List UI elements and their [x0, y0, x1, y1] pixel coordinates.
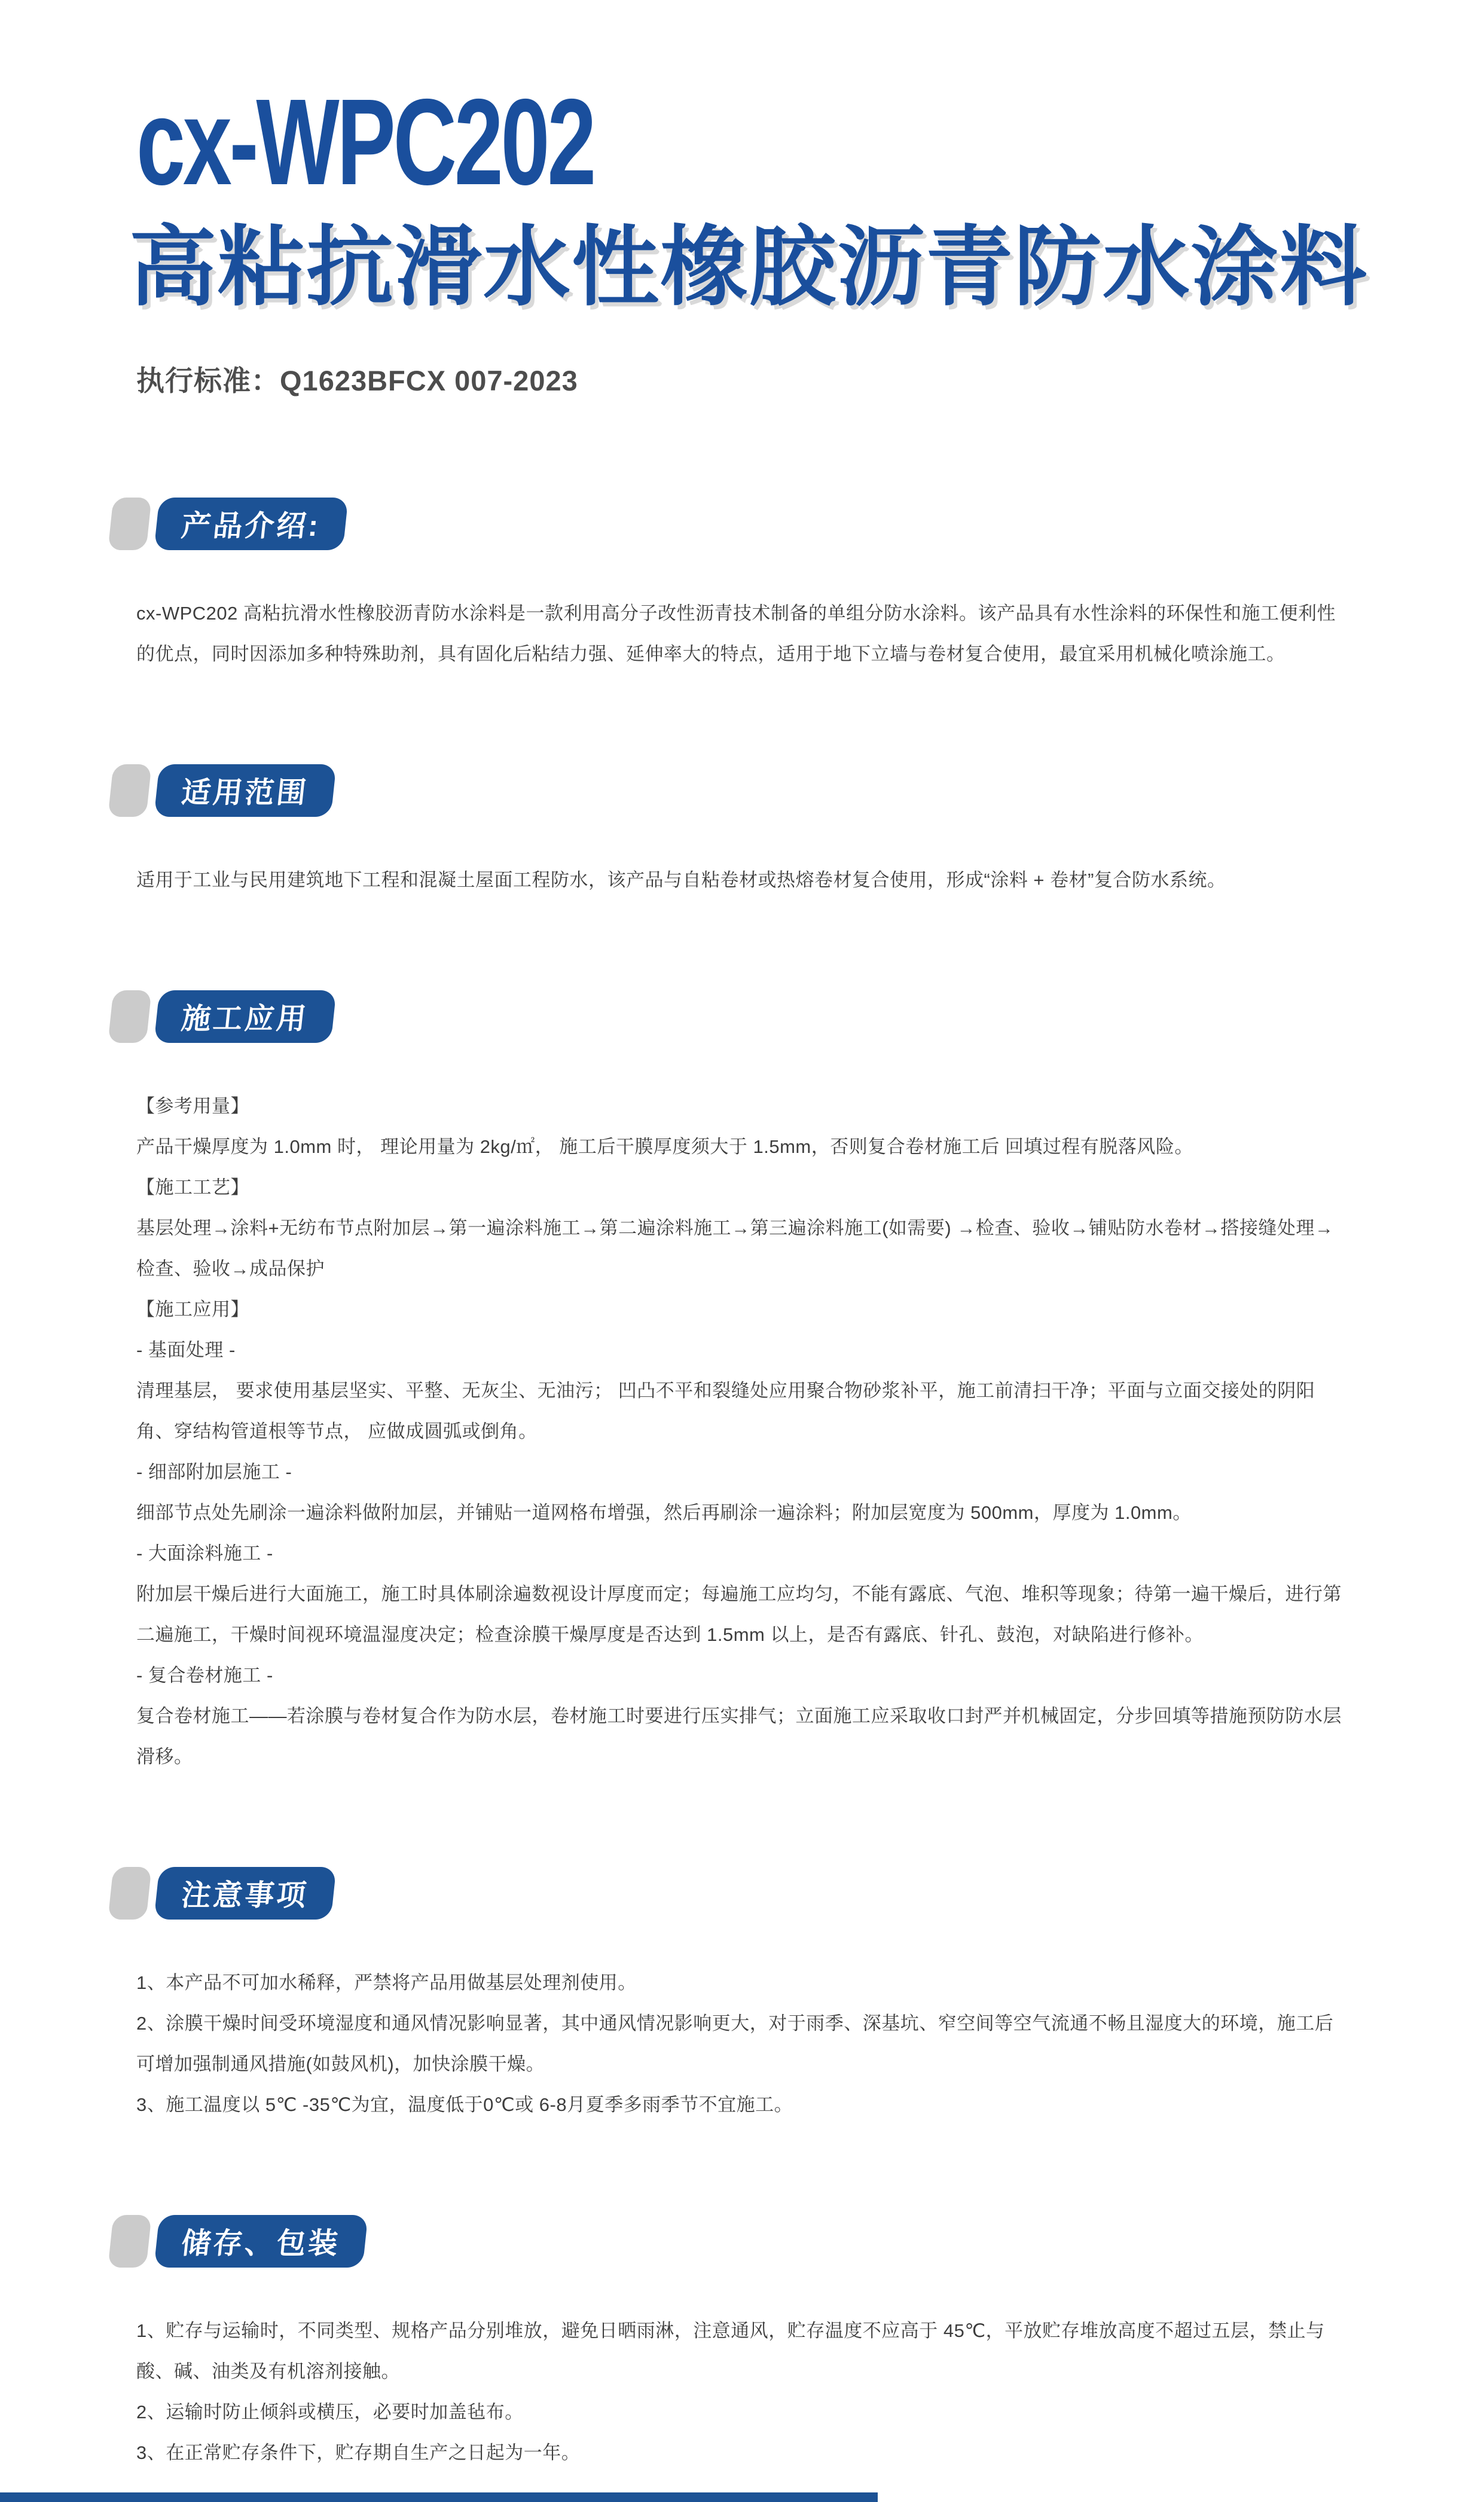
- paragraph: 适用于工业与民用建筑地下工程和混凝土屋面工程防水，该产品与自粘卷材或热熔卷材复合使用，形成“涂料 + 卷材”复合防水系统。: [136, 869, 1226, 891]
- footer-accent-bar: [0, 2492, 878, 2502]
- paragraph: 【参考用量】: [136, 1096, 249, 1117]
- section-body: [136, 1086, 1351, 1777]
- paragraph: - 复合卷材施工 -: [136, 1665, 273, 1686]
- list-item: 1、贮存与运输时，不同类型、规格产品分别堆放，避免日晒雨淋，注意通风，贮存温度不应高于 45℃，平放贮存堆放高度不超过五层，禁止与酸、碱、油类及有机溶剂接触。: [136, 2320, 1325, 2382]
- section-header: [111, 498, 1351, 550]
- paragraph: cx-WPC202 高粘抗滑水性橡胶沥青防水涂料是一款利用高分子改性沥青技术制备的单组分防水涂料。该产品具有水性涂料的环保性和施工便利性的优点，同时因添加多种特殊助剂，具有固化后粘结力强、延伸率大的特点，适用于地下立墙与卷材复合使用，最宜采用机械化喷涂施工。: [136, 603, 1336, 665]
- paragraph: 复合卷材施工——若涂膜与卷材复合作为防水层，卷材施工时要进行压实排气；立面施工应采取收口封严并机械固定，分步回填等措施预防防水层滑移。: [136, 1705, 1342, 1768]
- lead-accent-shape: [108, 764, 151, 817]
- list-item: 2、运输时防止倾斜或横压，必要时加盖毡布。: [136, 2402, 524, 2423]
- section-badge: 施工应用: [154, 990, 336, 1043]
- section-body: [136, 2311, 1351, 2473]
- paragraph: - 基面处理 -: [136, 1340, 236, 1361]
- section-application: [136, 990, 1351, 1777]
- section-body: [136, 1963, 1351, 2125]
- section-notes: [136, 1867, 1351, 2125]
- section-scope: [136, 764, 1351, 901]
- section-header: [111, 990, 1351, 1043]
- paragraph: 细部节点处先刷涂一遍涂料做附加层，并铺贴一道网格布增强，然后再刷涂一遍涂料；附加层宽度为 500mm，厚度为 1.0mm。: [136, 1502, 1192, 1524]
- list-item: 1、本产品不可加水稀释，严禁将产品用做基层处理剂使用。: [136, 1972, 637, 1994]
- paragraph: 【施工应用】: [136, 1299, 249, 1320]
- section-storage-packaging: [136, 2215, 1351, 2473]
- lead-accent-shape: [108, 990, 151, 1043]
- section-badge: 适用范围: [154, 764, 336, 817]
- section-body: [136, 593, 1351, 675]
- product-name-title: 高粘抗滑水性橡胶沥青防水涂料: [129, 218, 1368, 316]
- section-header: [111, 1867, 1351, 1920]
- section-body: [136, 860, 1351, 901]
- list-item: 3、施工温度以 5℃ -35℃为宜，温度低于0℃或 6-8月夏季多雨季节不宜施工。: [136, 2094, 793, 2116]
- section-badge: 产品介绍:: [154, 498, 349, 550]
- lead-accent-shape: [108, 2215, 151, 2268]
- section-header: [111, 764, 1351, 817]
- paragraph: 【施工工艺】: [136, 1177, 249, 1198]
- product-code-title: cx-WPC202: [136, 74, 594, 210]
- section-header: [111, 2215, 1351, 2268]
- paragraph: 清理基层， 要求使用基层坚实、平整、无灰尘、无油污； 凹凸不平和裂缝处应用聚合物砂浆补平，施工前清扫干净；平面与立面交接处的阴阳角、穿结构管道根等节点， 应做成圆弧或倒角。: [136, 1380, 1315, 1442]
- paragraph: - 细部附加层施工 -: [136, 1461, 292, 1483]
- section-badge: 储存、包装: [154, 2215, 368, 2268]
- paragraph: 附加层干燥后进行大面施工，施工时具体刷涂遍数视设计厚度而定；每遍施工应均匀，不能有露底、气泡、堆积等现象；待第一遍干燥后，进行第二遍施工，干燥时间视环境温湿度决定；检查涂膜干燥厚度是否达到 1.5mm 以上，是否有露底、针孔、鼓泡，对缺陷进行修补。: [136, 1583, 1342, 1646]
- execution-standard: 执行标准：Q1623BFCX 007-2023: [136, 365, 578, 397]
- section-product-intro: [136, 498, 1351, 675]
- paragraph: 产品干燥厚度为 1.0mm 时， 理论用量为 2kg/㎡， 施工后干膜厚度须大于 1.5mm，否则复合卷材施工后 回填过程有脱落风险。: [136, 1136, 1193, 1158]
- lead-accent-shape: [108, 1867, 151, 1920]
- paragraph: - 大面涂料施工 -: [136, 1543, 273, 1564]
- list-item: 3、在正常贮存条件下，贮存期自生产之日起为一年。: [136, 2442, 581, 2464]
- section-badge: 注意事项: [154, 1867, 336, 1920]
- list-item: 2、涂膜干燥时间受环境湿度和通风情况影响显著，其中通风情况影响更大，对于雨季、深基坑、窄空间等空气流通不畅且湿度大的环境，施工后可增加强制通风措施(如鼓风机)，加快涂膜干燥。: [136, 2013, 1334, 2075]
- paragraph: 基层处理→涂料+无纺布节点附加层→第一遍涂料施工→第二遍涂料施工→第三遍涂料施工(如需要) →检查、验收→铺贴防水卷材→搭接缝处理→检查、验收→成品保护: [136, 1218, 1334, 1280]
- lead-accent-shape: [108, 498, 151, 550]
